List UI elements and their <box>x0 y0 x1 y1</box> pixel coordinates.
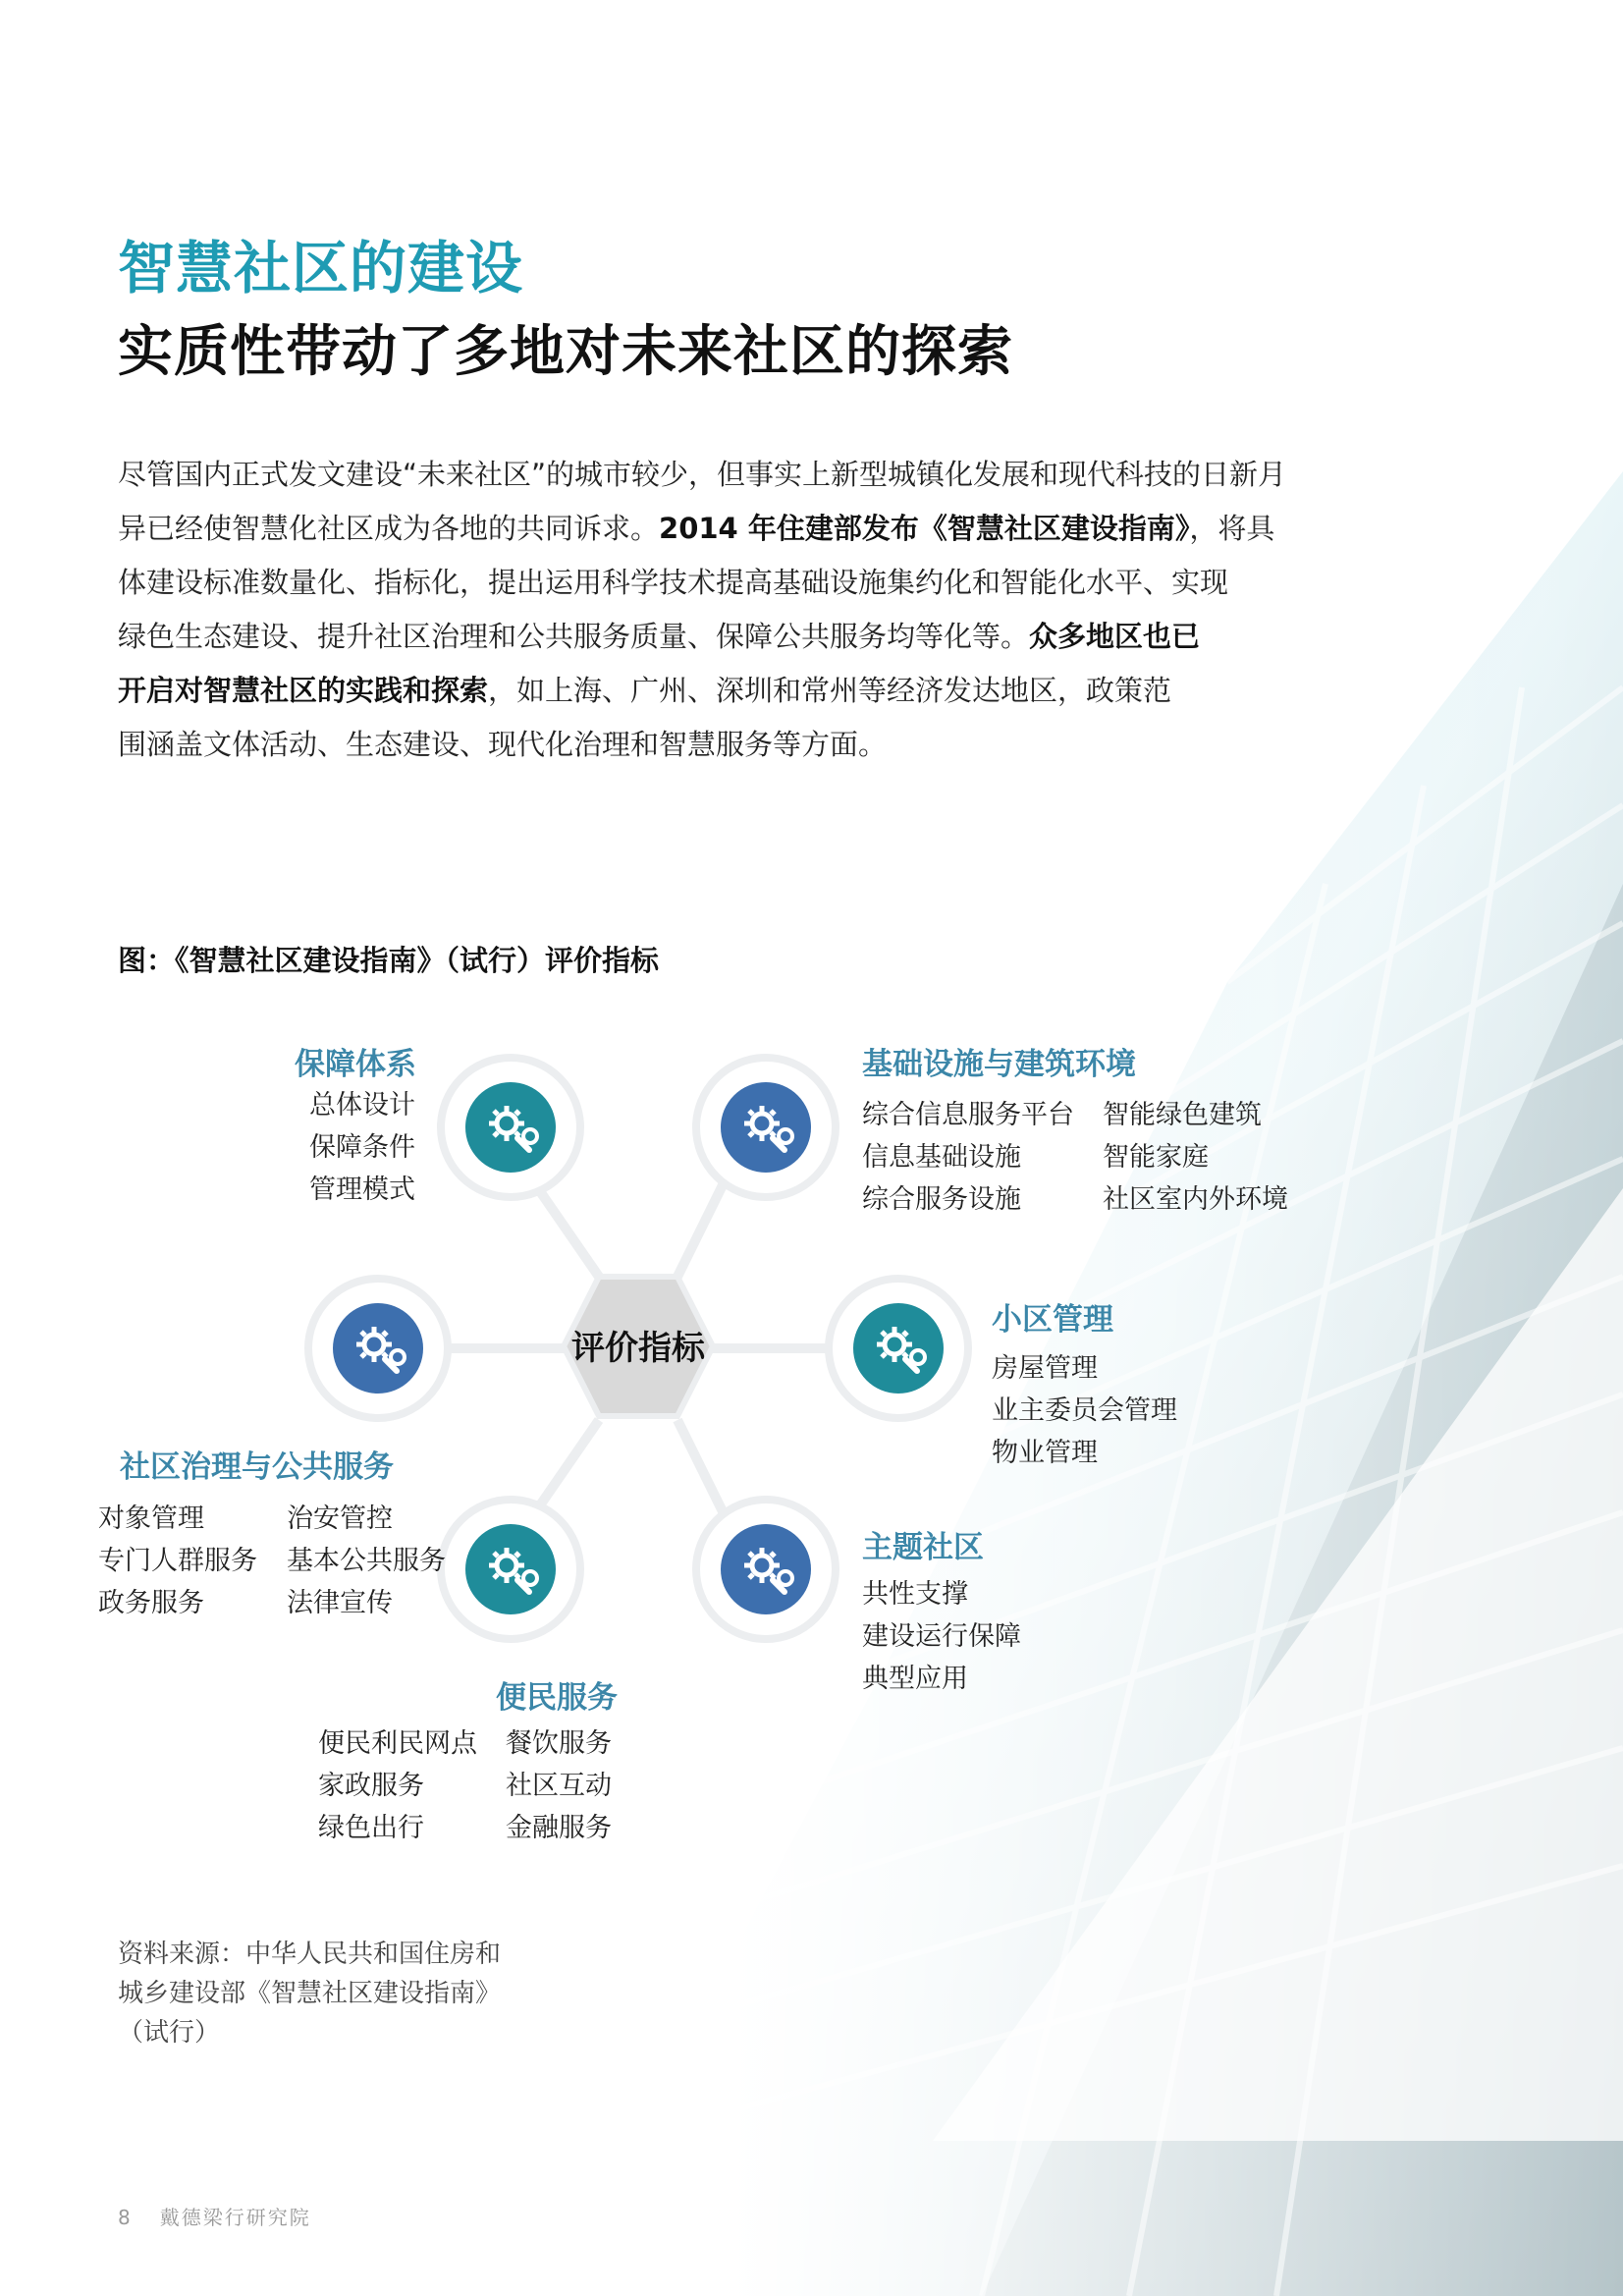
list-item: 综合服务设施 <box>862 1184 1021 1215</box>
intro-text: 异已经使智慧化社区成为各地的共同诉求。 <box>118 512 660 545</box>
list-item: 治安管控 <box>287 1503 393 1534</box>
figure-caption: 图：《智慧社区建设指南》（试行）评价指标 <box>118 944 660 977</box>
list-item: 总体设计 <box>309 1090 415 1121</box>
list-item: 对象管理 <box>98 1503 204 1534</box>
list-item: 房屋管理 <box>992 1353 1098 1384</box>
list-item: 管理模式 <box>309 1175 415 1205</box>
group-list-zhuti <box>862 1573 1021 1700</box>
list-item: 物业管理 <box>992 1438 1098 1468</box>
list-item: 绿色出行 <box>318 1813 424 1843</box>
intro-highlight: 众多地区也已 <box>1029 620 1201 653</box>
list-item: 保障条件 <box>309 1132 415 1163</box>
list-item: 专门人群服务 <box>98 1546 257 1576</box>
source-line: （试行） <box>118 2018 221 2048</box>
list-item: 社区互动 <box>506 1771 612 1801</box>
group-title-shequ: 社区治理与公共服务 <box>120 1449 394 1485</box>
node-jichu <box>692 1054 839 1201</box>
list-item: 金融服务 <box>506 1813 612 1843</box>
intro-line: 体建设标准数量化、指标化，提出运用科学技术提高基础设施集约化和智能化水平、实现 <box>118 566 1229 599</box>
gear-wrench-icon <box>333 1303 423 1394</box>
group-list-jichu-col2 <box>1103 1094 1288 1221</box>
group-title-baozhang: 保障体系 <box>295 1047 416 1082</box>
intro-highlight: 开启对智慧社区的实践和探索 <box>118 674 489 707</box>
node-zhuti <box>692 1496 839 1643</box>
list-item: 建设运行保障 <box>862 1621 1021 1652</box>
group-list-shequ-col1 <box>98 1498 257 1624</box>
intro-line: 尽管国内正式发文建设“未来社区”的城市较少，但事实上新型城镇化发展和现代科技的日新月 <box>118 458 1287 491</box>
group-list-shequ-col2 <box>287 1498 446 1624</box>
group-list-jichu-col1 <box>862 1094 1074 1221</box>
list-item: 智能绿色建筑 <box>1103 1100 1262 1130</box>
group-list-baozhang <box>309 1084 415 1211</box>
list-item: 家政服务 <box>318 1771 424 1801</box>
section-title: 智慧社区的建设 <box>118 235 524 301</box>
intro-text: 绿色生态建设、提升社区治理和公共服务质量、保障公共服务均等化等。 <box>118 620 1030 653</box>
list-item: 智能家庭 <box>1103 1142 1209 1173</box>
node-bianmin <box>437 1496 584 1643</box>
group-title-xiaoqu: 小区管理 <box>992 1302 1113 1338</box>
gear-wrench-icon <box>465 1082 556 1173</box>
hub-label: 评价指标 <box>571 1329 705 1368</box>
footer-org: 戴德梁行研究院 <box>159 2206 311 2229</box>
intro-highlight: 2014 年住建部发布《智慧社区建设指南》 <box>659 512 1190 545</box>
group-title-jichu: 基础设施与建筑环境 <box>862 1047 1136 1082</box>
gear-wrench-icon <box>721 1082 811 1173</box>
list-item: 法律宣传 <box>287 1588 393 1618</box>
intro-line: 围涵盖文体活动、生态建设、现代化治理和智慧服务等方面。 <box>118 728 888 761</box>
list-item: 共性支撑 <box>862 1579 968 1610</box>
node-xiaoqu <box>825 1275 972 1422</box>
list-item: 政务服务 <box>98 1588 204 1618</box>
page-number: 8 <box>118 2206 133 2229</box>
source-line: 城乡建设部《智慧社区建设指南》 <box>118 1979 502 2008</box>
list-item: 信息基础设施 <box>862 1142 1021 1173</box>
source-line: 资料来源：中华人民共和国住房和 <box>118 1940 502 1969</box>
list-item: 餐饮服务 <box>506 1728 612 1759</box>
group-list-xiaoqu <box>992 1347 1177 1474</box>
group-title-zhuti: 主题社区 <box>862 1530 984 1565</box>
intro-text: ，将具 <box>1189 512 1275 545</box>
page-footer <box>118 2202 311 2230</box>
gear-wrench-icon <box>465 1524 556 1614</box>
group-title-bianmin: 便民服务 <box>496 1680 618 1716</box>
source-note <box>118 1935 501 2052</box>
gear-wrench-icon <box>721 1524 811 1614</box>
section-subtitle: 实质性带动了多地对未来社区的探索 <box>118 320 1013 384</box>
node-shequ <box>304 1275 452 1422</box>
list-item: 社区室内外环境 <box>1103 1184 1288 1215</box>
list-item: 业主委员会管理 <box>992 1395 1177 1426</box>
list-item: 基本公共服务 <box>287 1546 446 1576</box>
group-list-bianmin-col1 <box>318 1722 477 1849</box>
gear-wrench-icon <box>853 1303 944 1394</box>
list-item: 典型应用 <box>862 1664 968 1694</box>
intro-text: ，如上海、广州、深圳和常州等经济发达地区，政策范 <box>488 674 1172 707</box>
node-baozhang <box>437 1054 584 1201</box>
list-item: 便民利民网点 <box>318 1728 477 1759</box>
list-item: 综合信息服务平台 <box>862 1100 1074 1130</box>
group-list-bianmin-col2 <box>506 1722 612 1849</box>
